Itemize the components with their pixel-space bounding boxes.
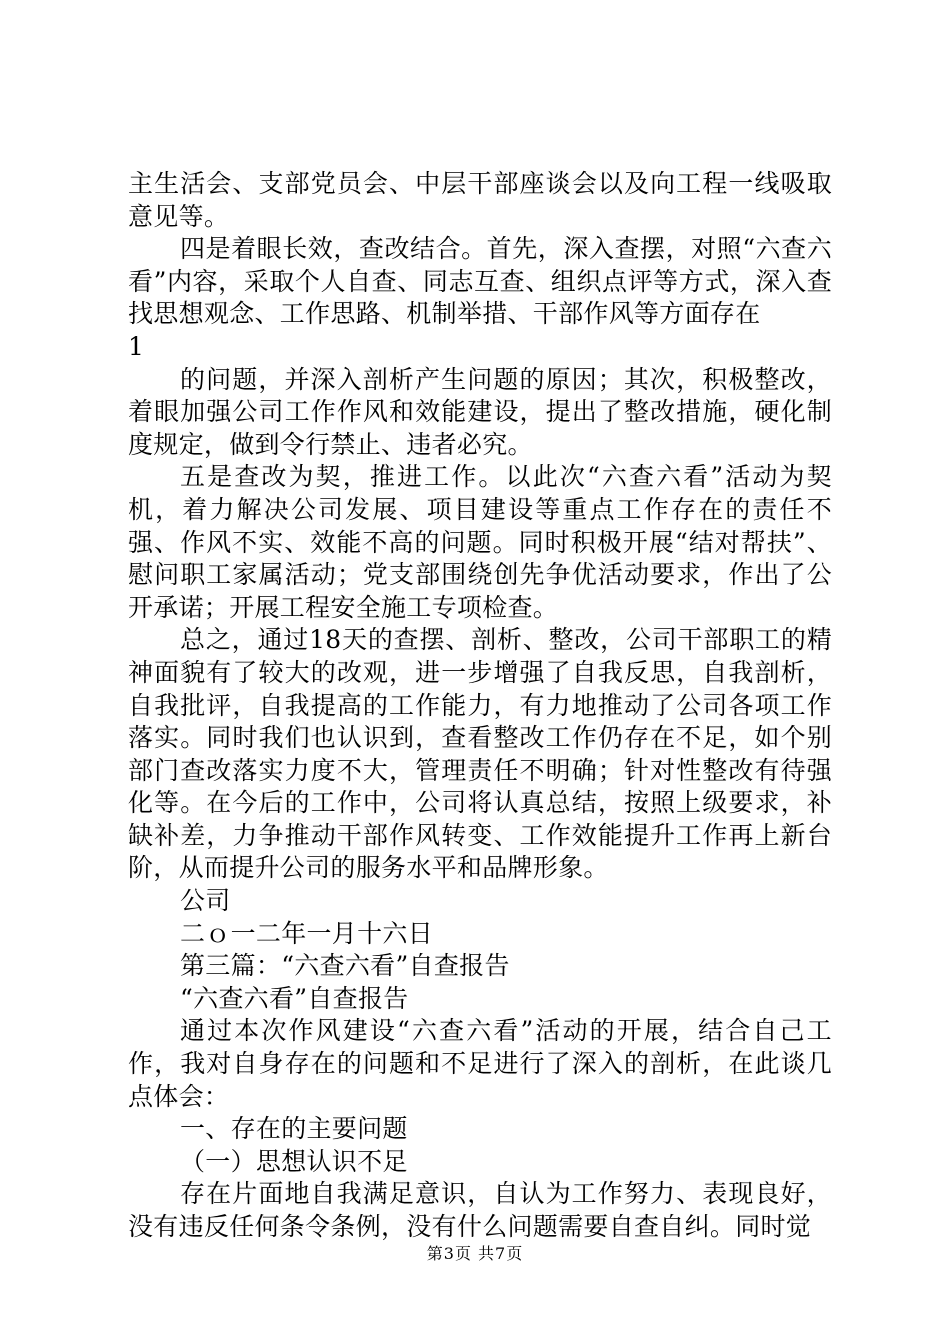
paragraph: 第三篇：“六查六看”自查报告 <box>180 951 510 981</box>
paragraph: 存在片面地自我满足意识，自认为工作努力、表现良好，没有违反任何条令条例，没有什么问题需要自查自纠。同时觉 <box>128 1179 832 1241</box>
paragraph: 五是查改为契，推进工作。以此次“六查六看”活动为契机，着力解决公司发展、项目建设等重点工作存在的责任不强、作风不实、效能不高的问题。同时积极开展“结对帮扶”、慰问职工家属活动；党支部围绕创先争优活动要求，作出了公开承诺；开展工程安全施工专项检查。 <box>128 462 832 622</box>
paragraph: 主生活会、支部党员会、中层干部座谈会以及向工程一线吸取意见等。 <box>128 169 832 231</box>
document-body <box>128 168 832 1244</box>
paragraph: 四是着眼长效，查改结合。首先，深入查摆，对照“六查六看”内容，采取个人自查、同志互查、组织点评等方式，深入查找思想观念、工作思路、机制举措、干部作风等方面存在 <box>128 234 832 329</box>
paragraph: （一）思想认识不足 <box>180 1146 408 1176</box>
paragraph: 通过本次作风建设“六查六看”活动的开展，结合自己工作，我对自身存在的问题和不足进行了深入的剖析，在此谈几点体会： <box>128 1016 832 1111</box>
paragraph: 二ｏ一二年一月十六日 <box>180 918 434 948</box>
paragraph: 1 <box>128 331 145 361</box>
paragraph: 一、存在的主要问题 <box>180 1114 408 1144</box>
paragraph: 总之，通过18天的查摆、剖析、整改，公司干部职工的精神面貌有了较大的改观，进一步增强了自我反思，自我剖析，自我批评，自我提高的工作能力，有力地推动了公司各项工作落实。同时我们也认识到，查看整改工作仍存在不足，如个别部门查改落实力度不大，管理责任不明确；针对性整改有待强化等。在今后的工作中，公司将认真总结，按照上级要求，补缺补差，力争推动干部作风转变、工作效能提升工作再上新台阶，从而提升公司的服务水平和品牌形象。 <box>128 625 832 883</box>
paragraph: “六查六看”自查报告 <box>180 983 409 1013</box>
paragraph: 的问题，并深入剖析产生问题的原因；其次，积极整改，着眼加强公司工作作风和效能建设，提出了整改措施，硬化制度规定，做到令行禁止、违者必究。 <box>128 364 832 459</box>
page-footer: 第3页 共7页 <box>426 1244 524 1263</box>
paragraph: 公司 <box>180 886 231 916</box>
